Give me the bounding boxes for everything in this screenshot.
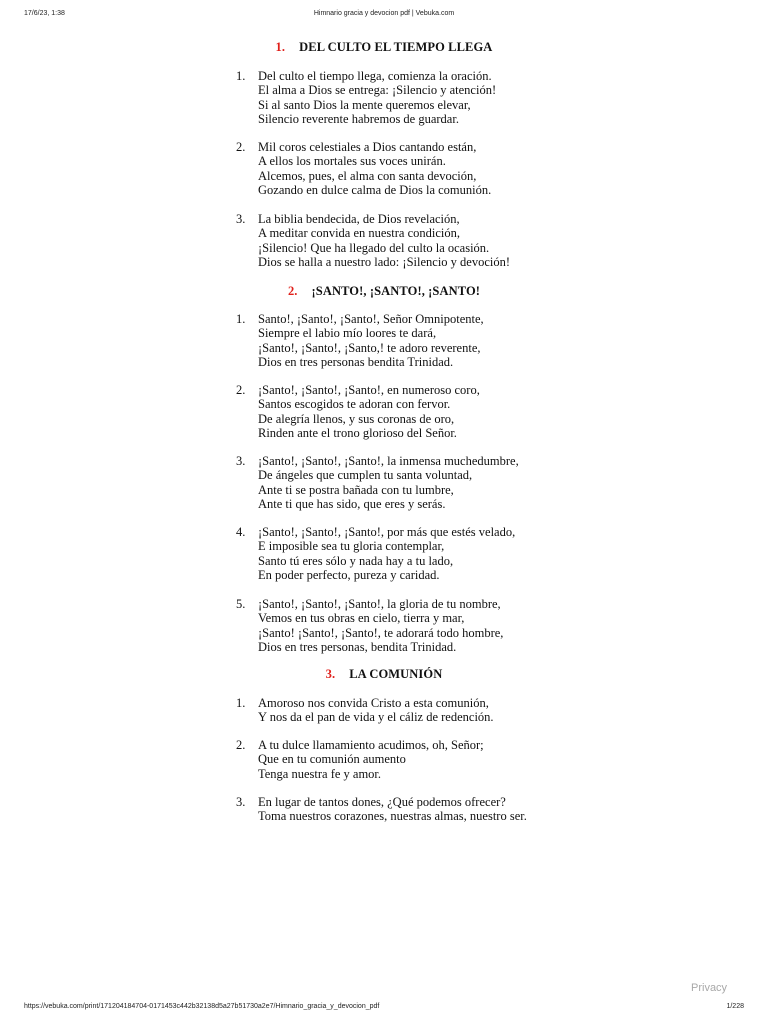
stanza-line: En poder perfecto, pureza y caridad. xyxy=(258,568,440,583)
stanza-number: 1. xyxy=(236,312,246,326)
stanza-line: Amoroso nos convida Cristo a esta comunión, xyxy=(258,696,489,710)
stanza-line: De alegría llenos, y sus coronas de oro, xyxy=(258,411,455,426)
stanza-line: ¡Santo!, ¡Santo!, ¡Santo!, la gloria de tu nombre, xyxy=(258,597,501,611)
song-title xyxy=(0,667,768,682)
stanza-line: Que en tu comunión aumento xyxy=(258,752,406,767)
stanza-line: Dios se halla a nuestro lado: ¡Silencio y devoción! xyxy=(258,255,511,270)
song-title xyxy=(0,40,768,55)
stanza-line: Siempre el labio mío loores te dará, xyxy=(258,326,437,341)
stanza-line: El alma a Dios se entrega: ¡Silencio y atención! xyxy=(258,83,497,98)
stanza-line: ¡Santo! ¡Santo!, ¡Santo!, te adorará todo hombre, xyxy=(258,625,504,640)
stanza-line: Silencio reverente habremos de guardar. xyxy=(258,112,459,127)
stanza-number: 3. xyxy=(236,795,246,809)
print-datetime: 17/6/23, 1:38 xyxy=(24,10,65,17)
stanza-line: A tu dulce llamamiento acudimos, oh, Señor; xyxy=(258,738,484,752)
stanza-line: Dios en tres personas, bendita Trinidad. xyxy=(258,640,457,655)
stanza-line: Alcemos, pues, el alma con santa devoción, xyxy=(258,168,477,183)
print-page-title: Himnario gracia y devocion pdf | Vebuka.com xyxy=(313,10,455,17)
stanza-line: Del culto el tiempo llega, comienza la oración. xyxy=(258,69,492,83)
stanza-number: 3. xyxy=(236,212,246,226)
song-number: 3. xyxy=(325,667,336,681)
song-title-text: ¡SANTO!, ¡SANTO!, ¡SANTO! xyxy=(311,284,481,298)
print-url: https://vebuka.com/print/17120418470​4-0171453c442b32138d5a27b51730a2e7/Himnario_gracia_y_devocion_pdf xyxy=(24,1003,380,1010)
print-page-number: 1/228 xyxy=(726,1003,744,1010)
stanza-line: A meditar convida en nuestra condición, xyxy=(258,226,461,241)
song-title-text: LA COMUNIÓN xyxy=(349,667,443,681)
stanza-number: 3. xyxy=(236,454,246,468)
stanza-line: Rinden ante el trono glorioso del Señor. xyxy=(258,426,457,441)
stanza-line: La biblia bendecida, de Dios revelación, xyxy=(258,212,460,226)
song-title-text: DEL CULTO EL TIEMPO LLEGA xyxy=(299,40,493,54)
stanza-line: Tenga nuestra fe y amor. xyxy=(258,766,382,781)
stanza-number: 2. xyxy=(236,738,246,752)
stanza-line: Ante ti que has sido, que eres y serás. xyxy=(258,497,446,512)
song-number: 2. xyxy=(287,284,298,298)
stanza-number: 1. xyxy=(236,69,246,83)
stanza-number: 2. xyxy=(236,383,246,397)
song-title xyxy=(0,284,768,299)
stanza-line: Santos escogidos te adoran con fervor. xyxy=(258,397,451,412)
stanza-line: Y nos da el pan de vida y el cáliz de redención. xyxy=(258,710,494,725)
stanza-number: 4. xyxy=(236,525,246,539)
privacy-link[interactable]: Privacy xyxy=(691,982,728,994)
stanza-number: 5. xyxy=(236,597,246,611)
stanza-line: Vemos en tus obras en cielo, tierra y mar, xyxy=(258,611,465,626)
stanza-line: De ángeles que cumplen tu santa voluntad, xyxy=(258,468,473,483)
stanza-line: ¡Silencio! Que ha llegado del culto la ocasión. xyxy=(258,240,490,255)
stanza-line: ¡Santo!, ¡Santo!, ¡Santo!, por más que estés velado, xyxy=(258,525,516,539)
stanza-line: A ellos los mortales sus voces unirán. xyxy=(258,154,446,169)
stanza-line: En lugar de tantos dones, ¿Qué podemos ofrecer? xyxy=(258,795,506,809)
stanza-line: Ante ti se postra bañada con tu lumbre, xyxy=(258,482,454,497)
stanza-line: Santo tú eres sólo y nada hay a tu lado, xyxy=(258,553,454,568)
stanza-line: Si al santo Dios la mente queremos elevar, xyxy=(258,97,471,112)
stanza-line: E imposible sea tu gloria contemplar, xyxy=(258,539,445,554)
stanza-line: ¡Santo!, ¡Santo!, ¡Santo,! te adoro reverente, xyxy=(258,340,481,355)
stanza-line: Gozando en dulce calma de Dios la comunión. xyxy=(258,183,492,198)
stanza-line: Toma nuestros corazones, nuestras almas, nuestro ser. xyxy=(258,809,527,824)
stanza-line: Dios en tres personas bendita Trinidad. xyxy=(258,355,454,370)
stanza-line: ¡Santo!, ¡Santo!, ¡Santo!, en numeroso coro, xyxy=(258,383,480,397)
stanza-line: Mil coros celestiales a Dios cantando están, xyxy=(258,140,477,154)
song-number: 1. xyxy=(275,40,286,54)
print-header xyxy=(0,10,768,22)
stanza-number: 2. xyxy=(236,140,246,154)
print-footer xyxy=(0,1003,768,1015)
stanza-line: ¡Santo!, ¡Santo!, ¡Santo!, la inmensa muchedumbre, xyxy=(258,454,519,468)
stanza-number: 1. xyxy=(236,696,246,710)
stanza-line: Santo!, ¡Santo!, ¡Santo!, Señor Omnipotente, xyxy=(258,312,484,326)
